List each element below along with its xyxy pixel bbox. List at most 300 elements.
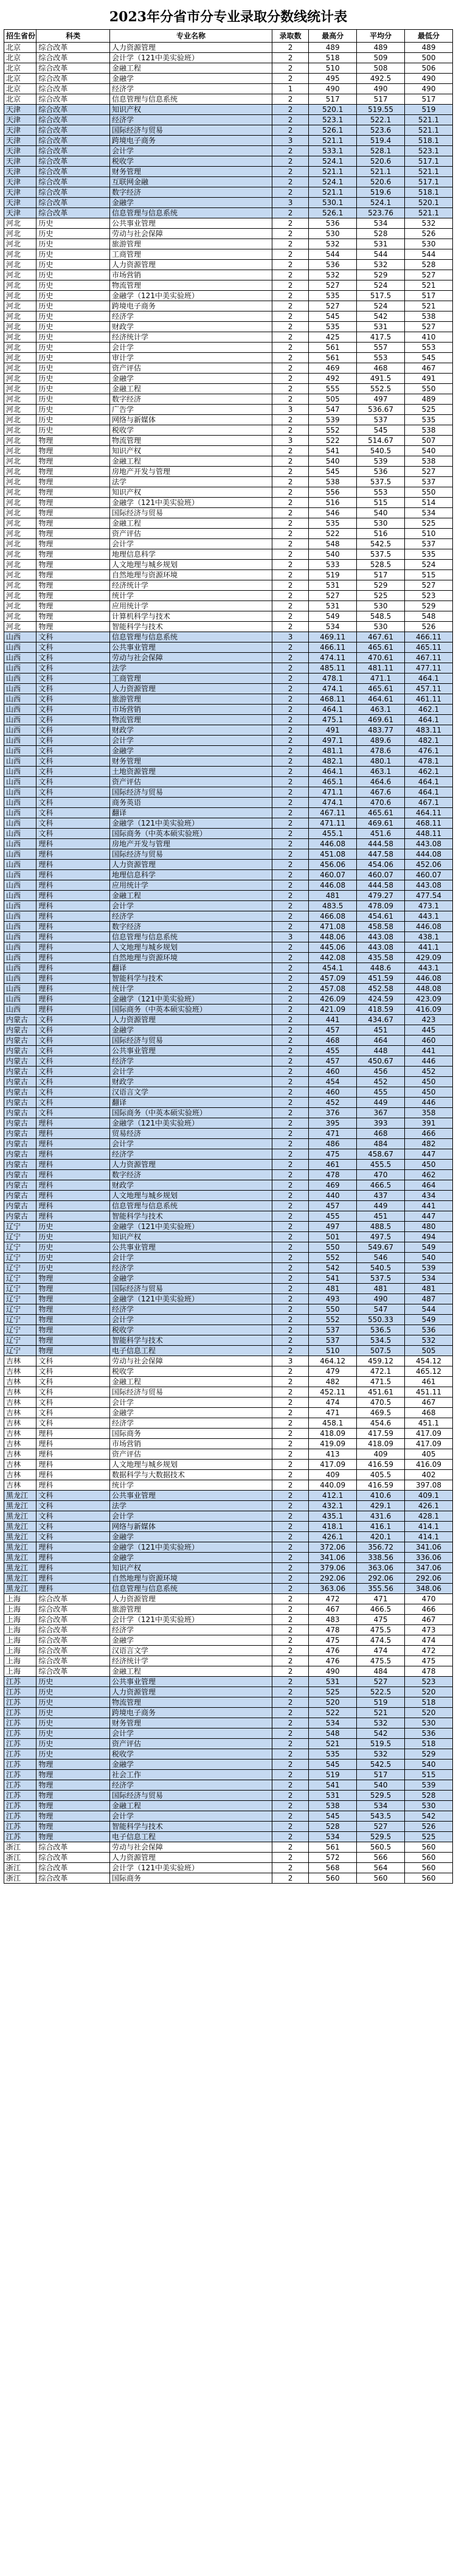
category-cell: 文科 — [36, 777, 110, 787]
province-cell: 山西 — [4, 922, 36, 932]
major-cell: 网络与新媒体 — [110, 415, 272, 425]
count-cell: 2 — [272, 1429, 308, 1439]
min-score-cell: 535 — [405, 415, 453, 425]
min-score-cell: 483.11 — [405, 725, 453, 736]
category-cell: 综合改革 — [36, 1666, 110, 1677]
table-row — [4, 374, 453, 384]
category-cell: 历史 — [36, 322, 110, 332]
major-cell: 网络与新媒体 — [110, 1522, 272, 1532]
major-cell: 财政学 — [110, 725, 272, 736]
category-cell: 理科 — [36, 1180, 110, 1191]
count-cell: 3 — [272, 405, 308, 415]
max-score-cell: 527 — [309, 280, 357, 291]
province-cell: 江苏 — [4, 1739, 36, 1749]
min-score-cell: 475 — [405, 1656, 453, 1666]
province-cell: 河北 — [4, 487, 36, 498]
avg-score-cell: 553 — [357, 353, 405, 363]
count-cell: 2 — [272, 301, 308, 312]
table-row — [4, 1294, 453, 1304]
major-cell: 智能科学与技术 — [110, 973, 272, 984]
min-score-cell: 550 — [405, 487, 453, 498]
avg-score-cell: 550.33 — [357, 1315, 405, 1325]
min-score-cell: 462.1 — [405, 767, 453, 777]
category-cell: 文科 — [36, 808, 110, 818]
max-score-cell: 550 — [309, 1304, 357, 1315]
category-cell: 综合改革 — [36, 1625, 110, 1635]
category-cell: 综合改革 — [36, 1842, 110, 1853]
max-score-cell: 521 — [309, 1739, 357, 1749]
avg-score-cell: 527 — [357, 1822, 405, 1832]
category-cell: 综合改革 — [36, 1656, 110, 1666]
count-cell: 2 — [272, 1480, 308, 1491]
major-cell: 会计学 — [110, 1315, 272, 1325]
min-score-cell: 539 — [405, 1780, 453, 1791]
major-cell: 人力资源管理 — [110, 1687, 272, 1697]
major-cell: 劳动与社会保障 — [110, 653, 272, 663]
count-cell: 2 — [272, 218, 308, 229]
category-cell: 综合改革 — [36, 187, 110, 198]
table-row — [4, 125, 453, 136]
category-cell: 综合改革 — [36, 167, 110, 177]
category-cell: 理科 — [36, 1004, 110, 1015]
max-score-cell: 476 — [309, 1656, 357, 1666]
count-cell: 2 — [272, 384, 308, 394]
avg-score-cell: 452 — [357, 1077, 405, 1087]
avg-score-cell: 543.5 — [357, 1811, 405, 1822]
count-cell: 2 — [272, 1211, 308, 1222]
count-cell: 2 — [272, 580, 308, 591]
avg-score-cell: 451 — [357, 1025, 405, 1036]
province-cell: 辽宁 — [4, 1284, 36, 1294]
min-score-cell: 520.1 — [405, 198, 453, 208]
major-cell: 土地资源管理 — [110, 767, 272, 777]
province-cell: 上海 — [4, 1656, 36, 1666]
max-score-cell: 541 — [309, 1780, 357, 1791]
province-cell: 河北 — [4, 622, 36, 632]
max-score-cell: 440.09 — [309, 1480, 357, 1491]
major-cell: 经济统计学 — [110, 332, 272, 343]
max-score-cell: 531 — [309, 1677, 357, 1687]
major-cell: 税收学 — [110, 1366, 272, 1377]
count-cell: 2 — [272, 1728, 308, 1739]
table-row — [4, 818, 453, 829]
count-cell: 2 — [272, 1335, 308, 1346]
province-cell: 上海 — [4, 1604, 36, 1615]
major-cell: 商务英语 — [110, 798, 272, 808]
avg-score-cell: 470.61 — [357, 653, 405, 663]
min-score-cell: 450 — [405, 1160, 453, 1170]
max-score-cell: 491 — [309, 725, 357, 736]
category-cell: 物理 — [36, 1294, 110, 1304]
province-cell: 吉林 — [4, 1480, 36, 1491]
count-cell: 2 — [272, 518, 308, 529]
max-score-cell: 545 — [309, 1811, 357, 1822]
avg-score-cell: 490 — [357, 84, 405, 94]
major-cell: 社会工作 — [110, 1770, 272, 1780]
min-score-cell: 526 — [405, 1822, 453, 1832]
avg-score-cell: 531 — [357, 239, 405, 249]
avg-score-cell: 455.5 — [357, 1160, 405, 1170]
count-cell: 2 — [272, 1542, 308, 1553]
min-score-cell: 452.06 — [405, 860, 453, 870]
min-score-cell: 542 — [405, 1811, 453, 1822]
major-cell: 会计学 — [110, 1139, 272, 1149]
province-cell: 辽宁 — [4, 1325, 36, 1335]
province-cell: 山西 — [4, 632, 36, 642]
category-cell: 历史 — [36, 1263, 110, 1273]
province-cell: 河北 — [4, 343, 36, 353]
category-cell: 理科 — [36, 1480, 110, 1491]
province-cell: 内蒙古 — [4, 1098, 36, 1108]
major-cell: 金融学 — [110, 746, 272, 756]
major-cell: 会计学 — [110, 901, 272, 911]
count-cell: 2 — [272, 891, 308, 901]
min-score-cell: 451.11 — [405, 1387, 453, 1398]
max-score-cell: 292.06 — [309, 1573, 357, 1584]
max-score-cell: 522 — [309, 436, 357, 446]
table-row — [4, 580, 453, 591]
min-score-cell: 428.1 — [405, 1511, 453, 1522]
count-cell: 2 — [272, 1346, 308, 1356]
count-cell: 2 — [272, 622, 308, 632]
avg-score-cell: 530 — [357, 518, 405, 529]
count-cell: 2 — [272, 1036, 308, 1046]
major-cell: 金融工程 — [110, 1801, 272, 1811]
count-cell: 2 — [272, 1067, 308, 1077]
table-row — [4, 1139, 453, 1149]
max-score-cell: 526.1 — [309, 208, 357, 218]
category-cell: 文科 — [36, 1387, 110, 1398]
category-cell: 历史 — [36, 1728, 110, 1739]
category-cell: 文科 — [36, 684, 110, 694]
province-cell: 河北 — [4, 229, 36, 239]
avg-score-cell: 459.12 — [357, 1356, 405, 1366]
major-cell: 经济学 — [110, 1304, 272, 1315]
province-cell: 河北 — [4, 611, 36, 622]
category-cell: 物理 — [36, 1832, 110, 1842]
avg-score-cell: 424.59 — [357, 994, 405, 1004]
avg-score-cell: 497.5 — [357, 1232, 405, 1242]
major-cell: 应用统计学 — [110, 880, 272, 891]
table-row — [4, 1418, 453, 1429]
min-score-cell: 550 — [405, 384, 453, 394]
avg-score-cell: 546 — [357, 1253, 405, 1263]
major-cell: 国际商务 — [110, 1429, 272, 1439]
province-cell: 河北 — [4, 218, 36, 229]
min-score-cell: 527 — [405, 580, 453, 591]
count-cell: 2 — [272, 1501, 308, 1511]
category-cell: 理科 — [36, 911, 110, 922]
table-header-row — [4, 30, 453, 43]
province-cell: 江苏 — [4, 1718, 36, 1728]
min-score-cell: 414.1 — [405, 1522, 453, 1532]
min-score-cell: 464.1 — [405, 715, 453, 725]
max-score-cell: 510 — [309, 63, 357, 74]
min-score-cell: 461.11 — [405, 694, 453, 705]
category-cell: 文科 — [36, 725, 110, 736]
province-cell: 山西 — [4, 860, 36, 870]
category-cell: 理科 — [36, 932, 110, 942]
category-cell: 理科 — [36, 1460, 110, 1470]
min-score-cell: 534 — [405, 1273, 453, 1284]
category-cell: 物理 — [36, 487, 110, 498]
avg-score-cell: 532 — [357, 1718, 405, 1728]
avg-score-cell: 480.1 — [357, 756, 405, 767]
category-cell: 理科 — [36, 1191, 110, 1201]
province-cell: 江苏 — [4, 1728, 36, 1739]
avg-score-cell: 451 — [357, 1211, 405, 1222]
min-score-cell: 452 — [405, 1067, 453, 1077]
avg-score-cell: 540.5 — [357, 446, 405, 456]
major-cell: 金融学（121中美实验班） — [110, 498, 272, 508]
avg-score-cell: 537.5 — [357, 1273, 405, 1284]
province-cell: 辽宁 — [4, 1335, 36, 1346]
major-cell: 工商管理 — [110, 674, 272, 684]
major-cell: 资产评估 — [110, 777, 272, 787]
min-score-cell: 527 — [405, 467, 453, 477]
min-score-cell: 443.1 — [405, 963, 453, 973]
table-row — [4, 1335, 453, 1346]
province-cell: 辽宁 — [4, 1315, 36, 1325]
min-score-cell: 426.1 — [405, 1501, 453, 1511]
category-cell: 历史 — [36, 374, 110, 384]
count-cell: 2 — [272, 467, 308, 477]
table-row — [4, 63, 453, 74]
category-cell: 文科 — [36, 798, 110, 808]
category-cell: 物理 — [36, 498, 110, 508]
major-cell: 工商管理 — [110, 249, 272, 260]
major-cell: 财政学 — [110, 322, 272, 332]
count-cell: 2 — [272, 1087, 308, 1098]
count-cell: 2 — [272, 239, 308, 249]
province-cell: 河北 — [4, 529, 36, 539]
avg-score-cell: 448 — [357, 1046, 405, 1056]
count-cell: 1 — [272, 84, 308, 94]
avg-score-cell: 509 — [357, 53, 405, 63]
avg-score-cell: 443.08 — [357, 932, 405, 942]
province-cell: 河北 — [4, 322, 36, 332]
province-cell: 天津 — [4, 187, 36, 198]
major-cell: 会计学 — [110, 343, 272, 353]
min-score-cell: 417.09 — [405, 1429, 453, 1439]
count-cell: 2 — [272, 291, 308, 301]
max-score-cell: 531 — [309, 601, 357, 611]
avg-score-cell: 531 — [357, 322, 405, 332]
avg-score-cell: 471 — [357, 1594, 405, 1604]
count-cell: 2 — [272, 1408, 308, 1418]
avg-score-cell: 452.58 — [357, 984, 405, 994]
major-cell: 公共事业管理 — [110, 1491, 272, 1501]
province-cell: 河北 — [4, 405, 36, 415]
max-score-cell: 522 — [309, 1708, 357, 1718]
max-score-cell: 493 — [309, 1294, 357, 1304]
province-cell: 河北 — [4, 539, 36, 549]
table-row — [4, 229, 453, 239]
max-score-cell: 474.1 — [309, 684, 357, 694]
max-score-cell: 555 — [309, 384, 357, 394]
table-row — [4, 301, 453, 312]
table-row — [4, 1366, 453, 1377]
column-header: 招生省份 — [4, 30, 36, 43]
max-score-cell: 472 — [309, 1594, 357, 1604]
max-score-cell: 544 — [309, 249, 357, 260]
avg-score-cell: 560.5 — [357, 1842, 405, 1853]
province-cell: 黑龙江 — [4, 1563, 36, 1573]
table-row — [4, 1749, 453, 1760]
max-score-cell: 540 — [309, 549, 357, 560]
category-cell: 理科 — [36, 1584, 110, 1594]
count-cell: 2 — [272, 177, 308, 187]
count-cell: 2 — [272, 839, 308, 849]
max-score-cell: 547 — [309, 405, 357, 415]
major-cell: 物流管理 — [110, 1697, 272, 1708]
max-score-cell: 418.1 — [309, 1522, 357, 1532]
table-row — [4, 249, 453, 260]
major-cell: 国际商务（中英本硕实验班） — [110, 829, 272, 839]
max-score-cell: 490 — [309, 1666, 357, 1677]
major-cell: 金融学（121中美实验班） — [110, 1542, 272, 1553]
min-score-cell: 409.1 — [405, 1491, 453, 1501]
count-cell: 2 — [272, 715, 308, 725]
province-cell: 浙江 — [4, 1863, 36, 1873]
table-row — [4, 777, 453, 787]
table-row — [4, 994, 453, 1004]
max-score-cell: 521.1 — [309, 167, 357, 177]
table-row — [4, 446, 453, 456]
table-row — [4, 1635, 453, 1646]
category-cell: 物理 — [36, 1791, 110, 1801]
max-score-cell: 490 — [309, 84, 357, 94]
table-row — [4, 260, 453, 270]
max-score-cell: 561 — [309, 1842, 357, 1853]
max-score-cell: 541 — [309, 446, 357, 456]
count-cell: 2 — [272, 187, 308, 198]
max-score-cell: 524.1 — [309, 156, 357, 167]
table-row — [4, 343, 453, 353]
table-row — [4, 756, 453, 767]
province-cell: 吉林 — [4, 1460, 36, 1470]
province-cell: 江苏 — [4, 1811, 36, 1822]
category-cell: 物理 — [36, 1780, 110, 1791]
table-row — [4, 684, 453, 694]
province-cell: 山西 — [4, 891, 36, 901]
province-cell: 山西 — [4, 767, 36, 777]
max-score-cell: 532 — [309, 239, 357, 249]
max-score-cell: 538 — [309, 1801, 357, 1811]
avg-score-cell: 464.61 — [357, 694, 405, 705]
major-cell: 地理信息科学 — [110, 870, 272, 880]
province-cell: 北京 — [4, 43, 36, 53]
avg-score-cell: 479.27 — [357, 891, 405, 901]
max-score-cell: 531 — [309, 1791, 357, 1801]
min-score-cell: 446 — [405, 1056, 453, 1067]
province-cell: 吉林 — [4, 1366, 36, 1377]
avg-score-cell: 417.5 — [357, 332, 405, 343]
table-row — [4, 798, 453, 808]
category-cell: 物理 — [36, 570, 110, 580]
category-cell: 文科 — [36, 1098, 110, 1108]
avg-score-cell: 444.58 — [357, 880, 405, 891]
major-cell: 数字经济 — [110, 1170, 272, 1180]
table-row — [4, 1046, 453, 1056]
count-cell: 2 — [272, 787, 308, 798]
count-cell: 2 — [272, 684, 308, 694]
category-cell: 物理 — [36, 1760, 110, 1770]
table-row — [4, 74, 453, 84]
min-score-cell: 525 — [405, 518, 453, 529]
table-row — [4, 1160, 453, 1170]
count-cell: 2 — [272, 705, 308, 715]
province-cell: 浙江 — [4, 1853, 36, 1863]
major-cell: 自然地理与资源环境 — [110, 1573, 272, 1584]
table-row — [4, 270, 453, 280]
min-score-cell: 528 — [405, 260, 453, 270]
province-cell: 上海 — [4, 1594, 36, 1604]
count-cell: 2 — [272, 767, 308, 777]
max-score-cell: 469 — [309, 1180, 357, 1191]
count-cell: 2 — [272, 394, 308, 405]
count-cell: 2 — [272, 1687, 308, 1697]
table-row — [4, 1377, 453, 1387]
max-score-cell: 520.1 — [309, 105, 357, 115]
avg-score-cell: 429.1 — [357, 1501, 405, 1511]
min-score-cell: 462.1 — [405, 705, 453, 715]
province-cell: 河北 — [4, 353, 36, 363]
min-score-cell: 466.11 — [405, 632, 453, 642]
province-cell: 江苏 — [4, 1760, 36, 1770]
count-cell: 2 — [272, 549, 308, 560]
category-cell: 物理 — [36, 1315, 110, 1325]
major-cell: 金融工程 — [110, 456, 272, 467]
count-cell: 3 — [272, 1356, 308, 1366]
avg-score-cell: 525 — [357, 591, 405, 601]
max-score-cell: 454 — [309, 1077, 357, 1087]
max-score-cell: 561 — [309, 343, 357, 353]
max-score-cell: 395 — [309, 1118, 357, 1129]
count-cell: 2 — [272, 446, 308, 456]
major-cell: 跨境电子商务 — [110, 301, 272, 312]
min-score-cell: 535 — [405, 549, 453, 560]
major-cell: 统计学 — [110, 1480, 272, 1491]
count-cell: 2 — [272, 1718, 308, 1728]
table-row — [4, 1470, 453, 1480]
major-cell: 智能科学与技术 — [110, 622, 272, 632]
table-row — [4, 1408, 453, 1418]
province-cell: 上海 — [4, 1625, 36, 1635]
table-row — [4, 1222, 453, 1232]
category-cell: 历史 — [36, 312, 110, 322]
major-cell: 会计学 — [110, 1728, 272, 1739]
avg-score-cell: 451.59 — [357, 973, 405, 984]
count-cell: 2 — [272, 746, 308, 756]
category-cell: 综合改革 — [36, 74, 110, 84]
province-cell: 天津 — [4, 208, 36, 218]
major-cell: 经济学 — [110, 312, 272, 322]
max-score-cell: 519 — [309, 570, 357, 580]
major-cell: 资产评估 — [110, 529, 272, 539]
max-score-cell: 552 — [309, 1315, 357, 1325]
max-score-cell: 475 — [309, 1635, 357, 1646]
max-score-cell: 537 — [309, 1325, 357, 1335]
count-cell: 2 — [272, 725, 308, 736]
avg-score-cell: 524.1 — [357, 198, 405, 208]
avg-score-cell: 548.5 — [357, 611, 405, 622]
table-row — [4, 1780, 453, 1791]
min-score-cell: 481 — [405, 1284, 453, 1294]
category-cell: 物理 — [36, 436, 110, 446]
province-cell: 山西 — [4, 963, 36, 973]
min-score-cell: 473.1 — [405, 901, 453, 911]
